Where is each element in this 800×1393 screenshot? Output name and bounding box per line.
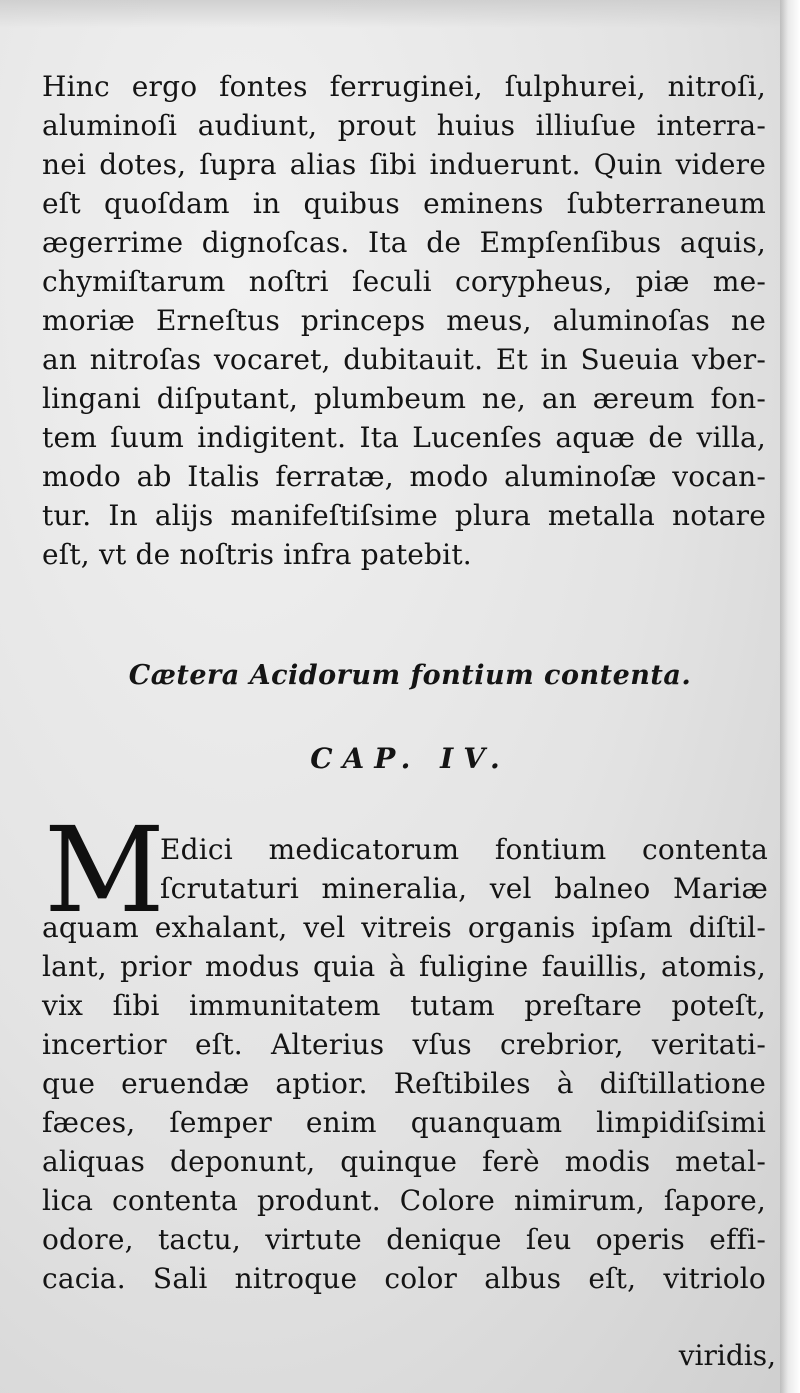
text-line: ſcrutaturi mineralia, vel balneo Mariæ (160, 872, 768, 905)
text-line: modo ab Italis ferratæ, modo aluminoſæ vocan- (42, 460, 766, 493)
text-line: Edici medicatorum fontium contenta (160, 833, 768, 866)
paragraph-2-indented (160, 830, 768, 908)
text-line: moriæ Erneſtus princeps meus, aluminoſas ne (42, 304, 766, 337)
catchword: viridis, (678, 1339, 776, 1372)
text-line: aluminoſi audiunt, prout huius illiuſue interra- (42, 109, 766, 142)
text-line: Hinc ergo fontes ferruginei, ſulphurei, nitroſi, (42, 70, 766, 103)
text-line: tur. In alijs manifeſtiſsime plura metalla notare (42, 499, 766, 532)
text-line: aliquas deponunt, quinque ferè modis metal- (42, 1145, 766, 1178)
text-line: fæces, ſemper enim quanquam limpidiſsimi (42, 1106, 766, 1139)
chapter-heading: CAP. IV. (310, 742, 510, 775)
text-line: tem ſuum indigitent. Ita Lucenſes aquæ de villa, (42, 421, 766, 454)
text-line: lica contenta produnt. Colore nimirum, ſapore, (42, 1184, 766, 1217)
text-line: odore, tactu, virtute denique ſeu operis effi- (42, 1223, 766, 1256)
section-subheading: Cætera Acidorum fontium contenta. (128, 660, 692, 691)
text-line: an nitroſas vocaret, dubitauit. Et in Sueuia vber- (42, 343, 766, 376)
text-line: ægerrime dignoſcas. Ita de Empſenſibus aquis, (42, 226, 766, 259)
text-line: eſt, vt de noſtris infra patebit. (42, 538, 472, 571)
page-right-edge (780, 0, 800, 1393)
text-line: lingani diſputant, plumbeum ne, an æreum fon- (42, 382, 766, 415)
paragraph-2 (42, 908, 766, 1298)
paragraph-1 (42, 67, 766, 574)
text-line: nei dotes, ſupra alias ſibi induerunt. Quin videre (42, 148, 766, 181)
text-line: eſt quoſdam in quibus eminens ſubterraneum (42, 187, 766, 220)
text-line: aquam exhalant, vel vitreis organis ipſam diſtil- (42, 911, 766, 944)
text-line: chymiſtarum noſtri ſeculi corypheus, piæ me- (42, 265, 766, 298)
text-line: incertior eſt. Alterius vſus crebrior, veritati- (42, 1028, 766, 1061)
page-top-shadow (0, 0, 800, 28)
text-line: lant, prior modus quia à fuligine fauillis, atomis, (42, 950, 766, 983)
drop-cap: M (44, 801, 165, 939)
text-line: que eruendæ aptior. Reſtibiles à diſtillatione (42, 1067, 766, 1100)
text-line: vix ſibi immunitatem tutam preſtare poteſt, (42, 989, 766, 1022)
text-line: cacia. Sali nitroque color albus eſt, vitriolo (42, 1262, 766, 1295)
